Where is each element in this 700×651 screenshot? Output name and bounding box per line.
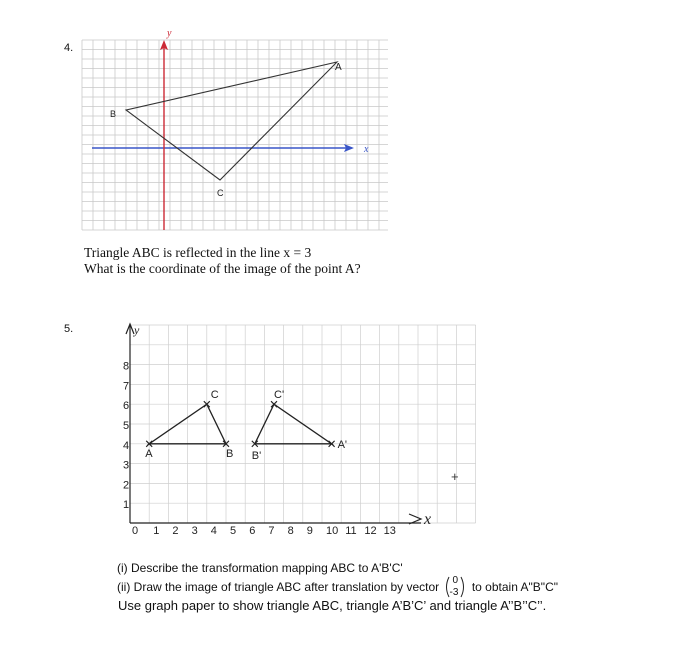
question-4-line-1: Triangle ABC is reflected in the line x = 3 <box>84 245 312 260</box>
part-ii-prefix: (ii) Draw the image of triangle ABC after translation by vector <box>117 580 440 594</box>
q5-point-label: B <box>226 447 234 460</box>
q4-label-b: B <box>110 109 117 119</box>
q5-x-tick: 5 <box>230 525 237 537</box>
q5-y-tick: 1 <box>123 499 130 512</box>
q5-x-tick: 0 <box>132 525 139 537</box>
q4-x-label: x <box>364 144 369 155</box>
q5-x-tick: 3 <box>191 525 198 537</box>
q5-x-tick: 2 <box>172 525 179 537</box>
q5-x-tick: 13 <box>383 525 396 537</box>
q5-plus-mark: + <box>451 469 459 484</box>
question-4-number: 4. <box>64 42 74 54</box>
q5-x-tick: 11 <box>345 525 357 537</box>
q5-x-tick: 12 <box>364 525 377 537</box>
q5-y-label: y <box>134 323 140 337</box>
question-5-number: 5. <box>64 323 74 335</box>
q5-x-label: x <box>424 511 432 528</box>
q5-x-tick: 7 <box>268 525 275 537</box>
q5-y-tick: 7 <box>123 380 130 393</box>
q5-y-tick: 6 <box>123 400 130 413</box>
question-5-part-i: (i) Describe the transformation mapping ABC to A'B'C' <box>117 561 403 575</box>
part-ii-suffix: to obtain A"B"C" <box>471 580 558 594</box>
q5-y-tick: 4 <box>123 439 130 452</box>
question-5-instruction: Use graph paper to show triangle ABC, triangle A’B’C’ and triangle A’’B’’C’’. <box>118 598 547 613</box>
q4-label-c: C <box>217 188 224 198</box>
q5-point-label: C <box>210 389 219 402</box>
q5-point-label: A <box>145 447 153 460</box>
q5-y-tick: 2 <box>123 479 130 492</box>
q5-y-tick: 3 <box>123 459 130 472</box>
q5-x-tick: 6 <box>249 525 256 537</box>
q5-x-tick: 1 <box>153 525 160 537</box>
question-4-line-2: What is the coordinate of the image of the point A? <box>84 261 361 276</box>
q5-x-tick: 10 <box>326 525 339 537</box>
q5-x-tick: 8 <box>287 525 294 537</box>
question-5-part-ii <box>117 577 558 597</box>
q5-y-tick: 5 <box>123 420 130 432</box>
q4-label-a: A <box>335 62 342 73</box>
q5-y-tick: 8 <box>123 360 130 373</box>
vector-top: 0 <box>452 575 459 586</box>
q4-y-label: y <box>167 28 172 39</box>
vector-bottom: -3 <box>449 587 459 598</box>
q5-point-label: C' <box>274 389 285 402</box>
translation-vector <box>444 577 466 597</box>
q5-point-label: A' <box>337 438 348 451</box>
q5-point-label: B' <box>251 449 262 462</box>
q5-x-tick: 9 <box>306 525 313 537</box>
q5-x-tick: 4 <box>210 525 217 537</box>
